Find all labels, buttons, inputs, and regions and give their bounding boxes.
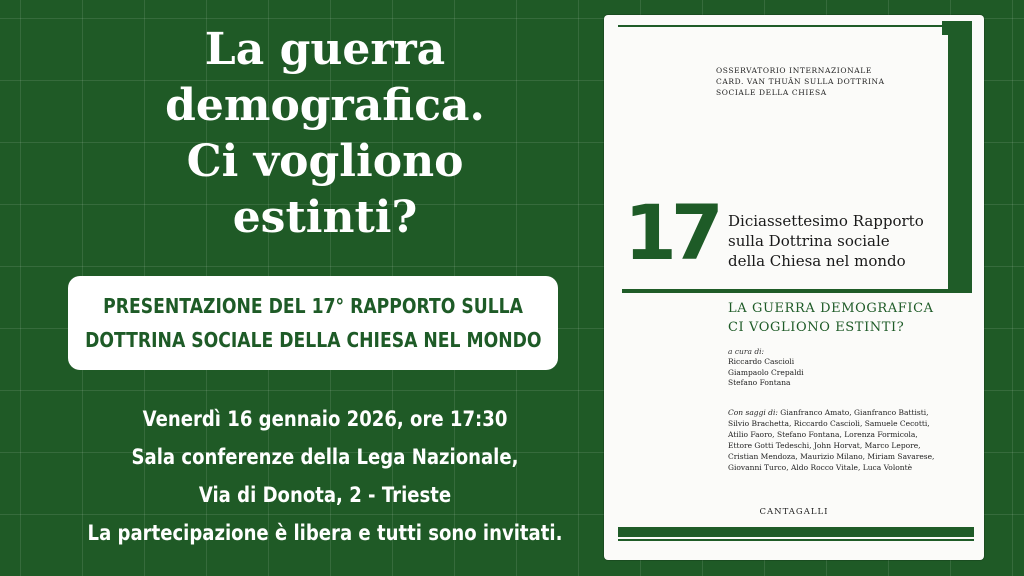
book-cover bbox=[604, 15, 984, 560]
headline-line: demografica. bbox=[165, 80, 485, 131]
curators-label: a cura di: bbox=[728, 347, 765, 356]
essays-line: Cristian Mendoza, Maurizio Milano, Miriam Savarese, bbox=[728, 452, 935, 461]
essays-text: Gianfranco Amato, Gianfranco Battisti, bbox=[780, 408, 929, 417]
book-subtitle-line: CI VOGLIONO ESTINTI? bbox=[728, 320, 905, 335]
curator: Riccardo Cascioli bbox=[728, 357, 795, 366]
org-line: OSSERVATORIO INTERNAZIONALE bbox=[716, 66, 872, 75]
report-title-line: Diciassettesimo Rapporto bbox=[728, 212, 924, 230]
org-line: CARD. VAN THUÂN SULLA DOTTRINA bbox=[716, 77, 885, 86]
headline-line: estinti? bbox=[232, 192, 418, 243]
cover-rule bbox=[622, 289, 972, 293]
essays-line: Atilio Faoro, Stefano Fontana, Lorenza Formicola, bbox=[728, 430, 918, 439]
report-title bbox=[728, 211, 924, 271]
report-title-line: della Chiesa nel mondo bbox=[728, 252, 906, 270]
cover-rule bbox=[618, 539, 974, 541]
headline-line: La guerra bbox=[204, 24, 446, 75]
banner-line: PRESENTAZIONE DEL 17° RAPPORTO SULLA bbox=[103, 294, 523, 318]
essays-line: Silvio Brachetta, Riccardo Cascioli, Samuele Cecotti, bbox=[728, 419, 930, 428]
event-address: Via di Donota, 2 - Trieste bbox=[198, 483, 452, 507]
event-date-time: Venerdì 16 gennaio 2026, ore 17:30 bbox=[142, 407, 508, 431]
event-venue: Sala conferenze della Lega Nazionale, bbox=[131, 445, 519, 469]
essays-list bbox=[728, 407, 968, 473]
curator: Stefano Fontana bbox=[728, 378, 791, 387]
headline-line: Ci vogliono bbox=[186, 136, 464, 187]
essays-line: Giovanni Turco, Aldo Rocco Vitale, Luca Volontè bbox=[728, 463, 913, 472]
curators-list bbox=[728, 357, 804, 389]
cover-rule bbox=[618, 25, 942, 27]
curator: Giampaolo Crepaldi bbox=[728, 367, 804, 377]
book-subtitle-line: LA GUERRA DEMOGRAFICA bbox=[728, 301, 934, 316]
book-publisher-name: CANTAGALLI bbox=[759, 507, 829, 517]
event-headline bbox=[60, 22, 590, 246]
cover-publisher-org bbox=[716, 65, 885, 98]
report-number: 17 bbox=[624, 188, 718, 277]
banner-line: DOTTRINA SOCIALE DELLA CHIESA NEL MONDO bbox=[84, 328, 542, 352]
essays-label: Con saggi di: bbox=[728, 408, 778, 417]
event-note: La partecipazione è libera e tutti sono invitati. bbox=[87, 521, 563, 545]
essays-line: Ettore Gotti Tedeschi, John Horvat, Marco Lepore, bbox=[728, 441, 921, 450]
cover-bar bbox=[618, 527, 974, 537]
book-subtitle bbox=[728, 299, 934, 337]
event-details bbox=[30, 400, 620, 552]
report-title-line: sulla Dottrina sociale bbox=[728, 232, 890, 250]
org-line: SOCIALE DELLA CHIESA bbox=[716, 88, 827, 97]
essays-line bbox=[728, 407, 968, 418]
presentation-banner bbox=[68, 276, 558, 370]
cover-bar bbox=[948, 21, 972, 291]
